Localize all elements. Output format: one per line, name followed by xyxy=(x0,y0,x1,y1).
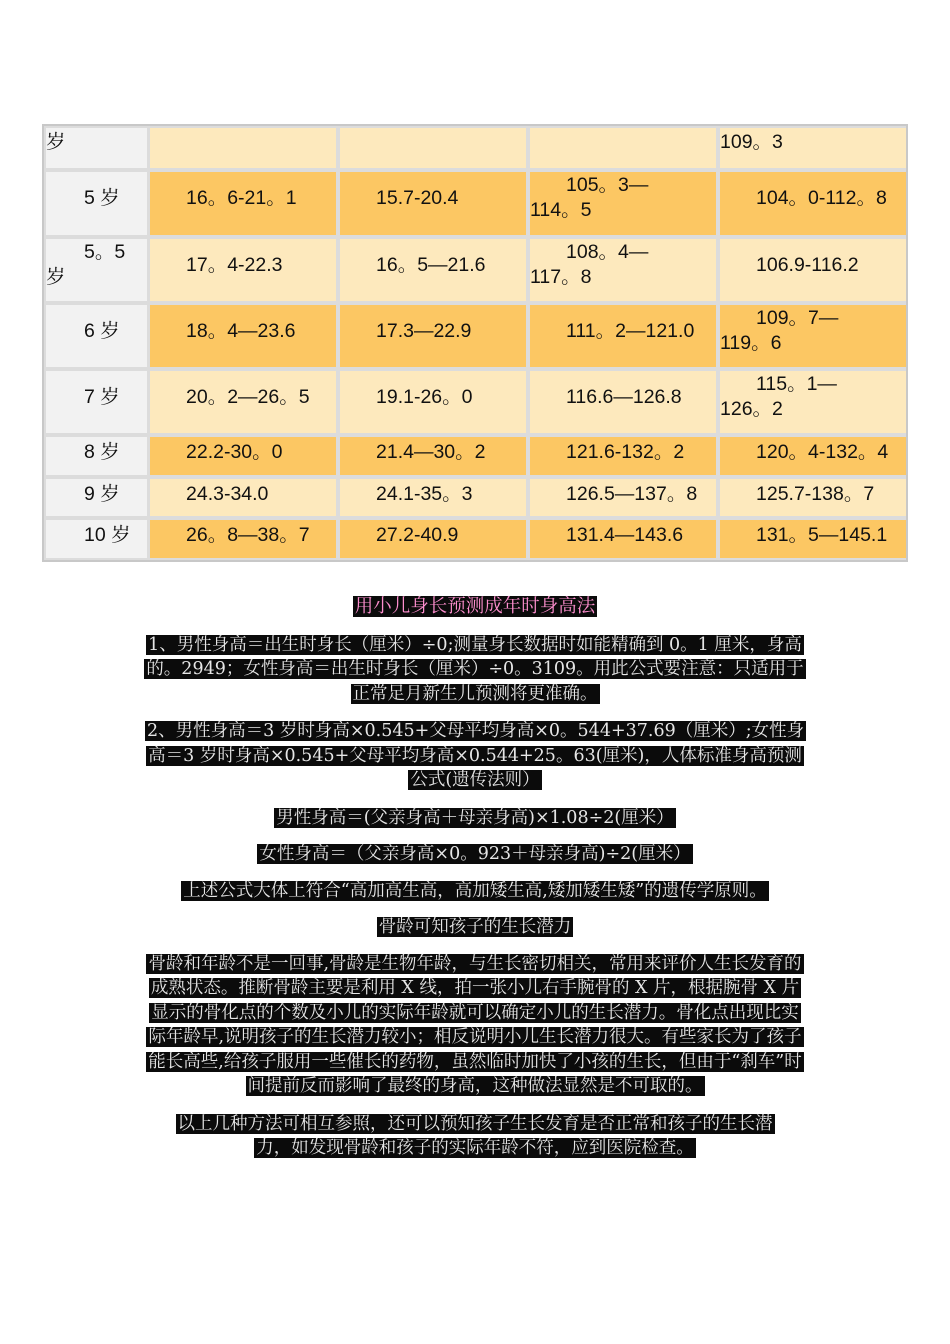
value-cell: 16。5—21.6 xyxy=(340,239,526,301)
paragraph-4: 女性身高＝（父亲身高×0。923＋母亲身高)÷2(厘米） xyxy=(259,844,691,864)
table-row xyxy=(44,237,906,303)
age-cell: 10 岁 xyxy=(46,520,147,558)
value-cell: 24.3-34.0 xyxy=(150,479,336,516)
value-cell xyxy=(150,128,336,168)
value-cell xyxy=(340,128,526,168)
age-cell: 岁 xyxy=(46,128,147,168)
paragraph-3: 男性身高＝(父亲身高＋母亲身高)×1.08÷2(厘米） xyxy=(276,807,674,828)
value-cell: 26。8—38。7 xyxy=(150,520,336,558)
value-cell: 121.6-132。2 xyxy=(530,437,716,475)
value-cell: 22.2-30。0 xyxy=(150,437,336,475)
value-cell: 125.7-138。7 xyxy=(720,479,906,516)
table-row xyxy=(44,369,906,435)
age-cell: 8 岁 xyxy=(46,437,147,475)
value-cell: 115。1— 126。2 xyxy=(720,371,906,433)
value-cell: 131。5—145.1 xyxy=(720,520,906,558)
value-cell: 109。3 xyxy=(720,128,906,168)
value-cell: 105。3— 114。5 xyxy=(530,172,716,235)
height-range-table xyxy=(42,124,908,562)
table-row xyxy=(44,170,906,237)
paragraph-2: 2、男性身高＝3 岁时身高×0.545+父母平均身高×0。544+37.69（厘米）;女性身高＝3 岁时身高×0.545+父母平均身高×0.544+25。63(厘米)，人体标准身高预测公式(遗传法则） xyxy=(147,721,805,790)
value-cell: 16。6-21。1 xyxy=(150,172,336,235)
age-cell: 5。5 岁 xyxy=(46,239,147,301)
value-cell: 131.4—143.6 xyxy=(530,520,716,558)
value-cell: 27.2-40.9 xyxy=(340,520,526,558)
paragraph-7: 骨龄和年龄不是一回事,骨龄是生物年龄，与生长密切相关，常用来评价人生长发育的成熟状态。推断骨龄主要是利用 X 线，拍一张小儿右手腕骨的 X 片，根据腕骨 X 片显示的骨化点的个数及小儿的实际年龄就可以确定小儿的生长潜力。骨化点出现比实际年龄早,说明孩子的生长潜力较小；相反说明小儿生长潜力很大。有些家长为了孩子能长高些,给孩子服用一些催长的药物，虽然临时加快了小孩的生长，但由于“刹车”时间提前反而影响了最终的身高，这种做法显然是不可取的。 xyxy=(148,953,802,1096)
age-cell: 6 岁 xyxy=(46,305,147,367)
paragraph-1: 1、男性身高＝出生时身长（厘米）÷0;测量身长数据时如能精确到 0。1 厘米，身高的。2949；女性身高＝出生时身长（厘米）÷0。3109。用此公式要注意：只适用于正常足月新生儿预测将更准确。 xyxy=(146,634,804,704)
value-cell: 21.4—30。2 xyxy=(340,437,526,475)
table-row xyxy=(44,303,906,369)
table-row xyxy=(44,126,906,170)
age-cell: 9 岁 xyxy=(46,479,147,516)
value-cell: 19.1-26。0 xyxy=(340,371,526,433)
value-cell: 106.9-116.2 xyxy=(720,239,906,301)
value-cell: 20。2—26。5 xyxy=(150,371,336,433)
age-cell: 5 岁 xyxy=(46,172,147,235)
value-cell: 18。4—23.6 xyxy=(150,305,336,367)
value-cell: 17.3—22.9 xyxy=(340,305,526,367)
value-cell: 111。2—121.0 xyxy=(530,305,716,367)
value-cell xyxy=(530,128,716,168)
value-cell: 109。7— 119。6 xyxy=(720,305,906,367)
paragraph-8: 以上几种方法可相互参照，还可以预知孩子生长发育是否正常和孩子的生长潜力，如发现骨龄和孩子的实际年龄不符，应到医院检查。 xyxy=(177,1113,773,1158)
value-cell: 15.7-20.4 xyxy=(340,172,526,235)
article-title: 用小儿身长预测成年时身高法 xyxy=(354,596,596,617)
value-cell: 24.1-35。3 xyxy=(340,479,526,516)
table-row xyxy=(44,435,906,477)
value-cell: 120。4-132。4 xyxy=(720,437,906,475)
paragraph-5: 上述公式大体上符合“高加高生高，高加矮生高,矮加矮生矮”的遗传学原则。 xyxy=(183,880,767,901)
table-row xyxy=(44,518,906,560)
paragraph-6: 骨龄可知孩子的生长潜力 xyxy=(378,917,572,937)
value-cell: 17。4-22.3 xyxy=(150,239,336,301)
article xyxy=(0,595,950,1161)
value-cell: 108。4— 117。8 xyxy=(530,239,716,301)
value-cell: 104。0-112。8 xyxy=(720,172,906,235)
value-cell: 116.6—126.8 xyxy=(530,371,716,433)
value-cell: 126.5—137。8 xyxy=(530,479,716,516)
age-cell: 7 岁 xyxy=(46,371,147,433)
table-row xyxy=(44,477,906,518)
